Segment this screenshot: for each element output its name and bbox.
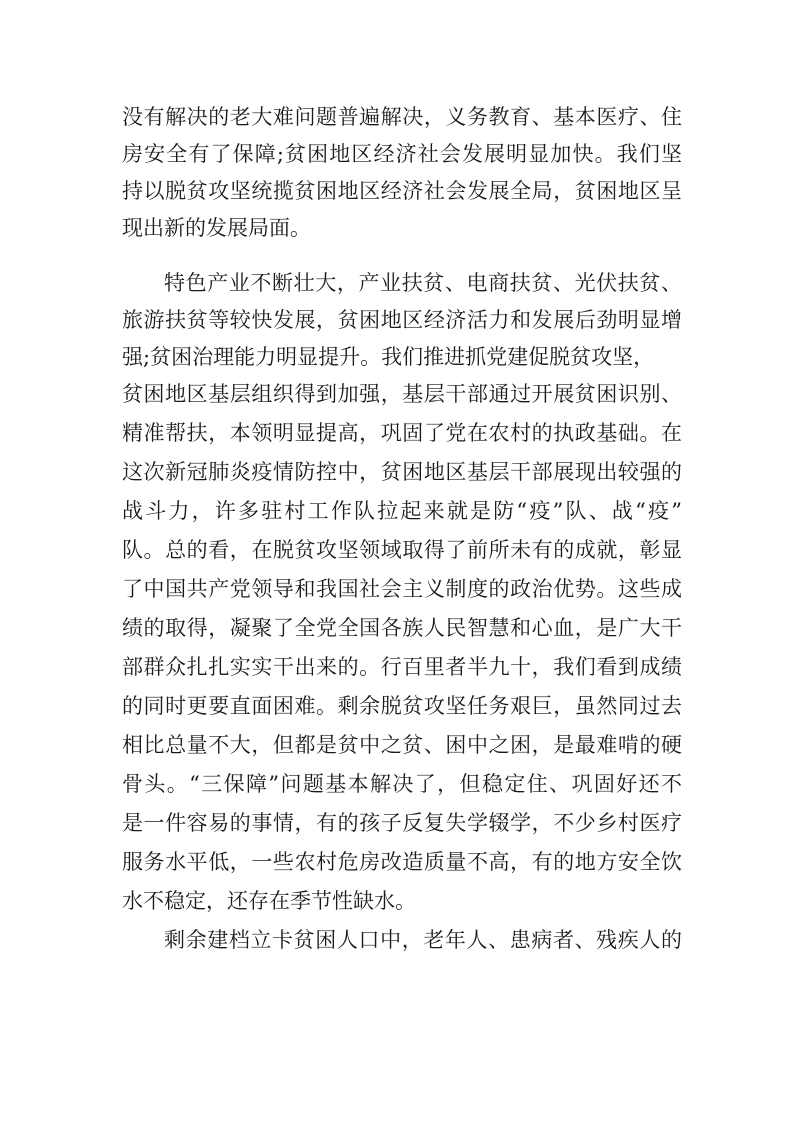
text-line: 绩的取得，凝聚了全党全国各族人民智慧和心血，是广大干	[122, 616, 682, 640]
text-line: 现出新的发展局面。	[122, 216, 311, 240]
text-line: 贫困地区基层组织得到加强，基层干部通过开展贫困识别、	[122, 382, 682, 406]
text-line: 骨头。“三保障”问题基本解决了，但稳定住、巩固好还不	[122, 772, 682, 796]
text-line: 服务水平低，一些农村危房改造质量不高，有的地方安全饮	[122, 850, 682, 874]
text-line: 是一件容易的事情，有的孩子反复失学辍学，不少乡村医疗	[122, 811, 682, 835]
text-line: 特色产业不断壮大，产业扶贫、电商扶贫、光伏扶贫、	[164, 271, 682, 295]
text-line: 水不稳定，还存在季节性缺水。	[122, 889, 416, 913]
text-line: 强;贫困治理能力明显提升。我们推进抓党建促脱贫攻坚，	[122, 345, 655, 369]
text-line: 没有解决的老大难问题普遍解决，义务教育、基本医疗、住	[122, 105, 682, 129]
text-line: 相比总量不大，但都是贫中之贫、困中之困，是最难啃的硬	[122, 733, 682, 757]
text-line: 精准帮扶，本领明显提高，巩固了党在农村的执政基础。在	[122, 421, 682, 445]
text-line: 房安全有了保障;贫困地区经济社会发展明显加快。我们坚	[122, 142, 682, 166]
text-line: 的同时更要直面困难。剩余脱贫攻坚任务艰巨，虽然同过去	[122, 694, 682, 718]
text-line: 剩余建档立卡贫困人口中，老年人、患病者、残疾人的	[164, 928, 682, 952]
text-line: 这次新冠肺炎疫情防控中，贫困地区基层干部展现出较强的	[122, 460, 682, 484]
text-line: 队。总的看，在脱贫攻坚领域取得了前所未有的成就，彰显	[122, 538, 682, 562]
text-line: 旅游扶贫等较快发展，贫困地区经济活力和发展后劲明显增	[122, 308, 682, 332]
text-line: 了中国共产党领导和我国社会主义制度的政治优势。这些成	[122, 577, 682, 601]
text-line: 持以脱贫攻坚统揽贫困地区经济社会发展全局，贫困地区呈	[122, 179, 682, 203]
text-line: 战斗力，许多驻村工作队拉起来就是防“疫”队、战“疫”	[122, 499, 682, 523]
text-line: 部群众扎扎实实干出来的。行百里者半九十，我们看到成绩	[122, 655, 682, 679]
